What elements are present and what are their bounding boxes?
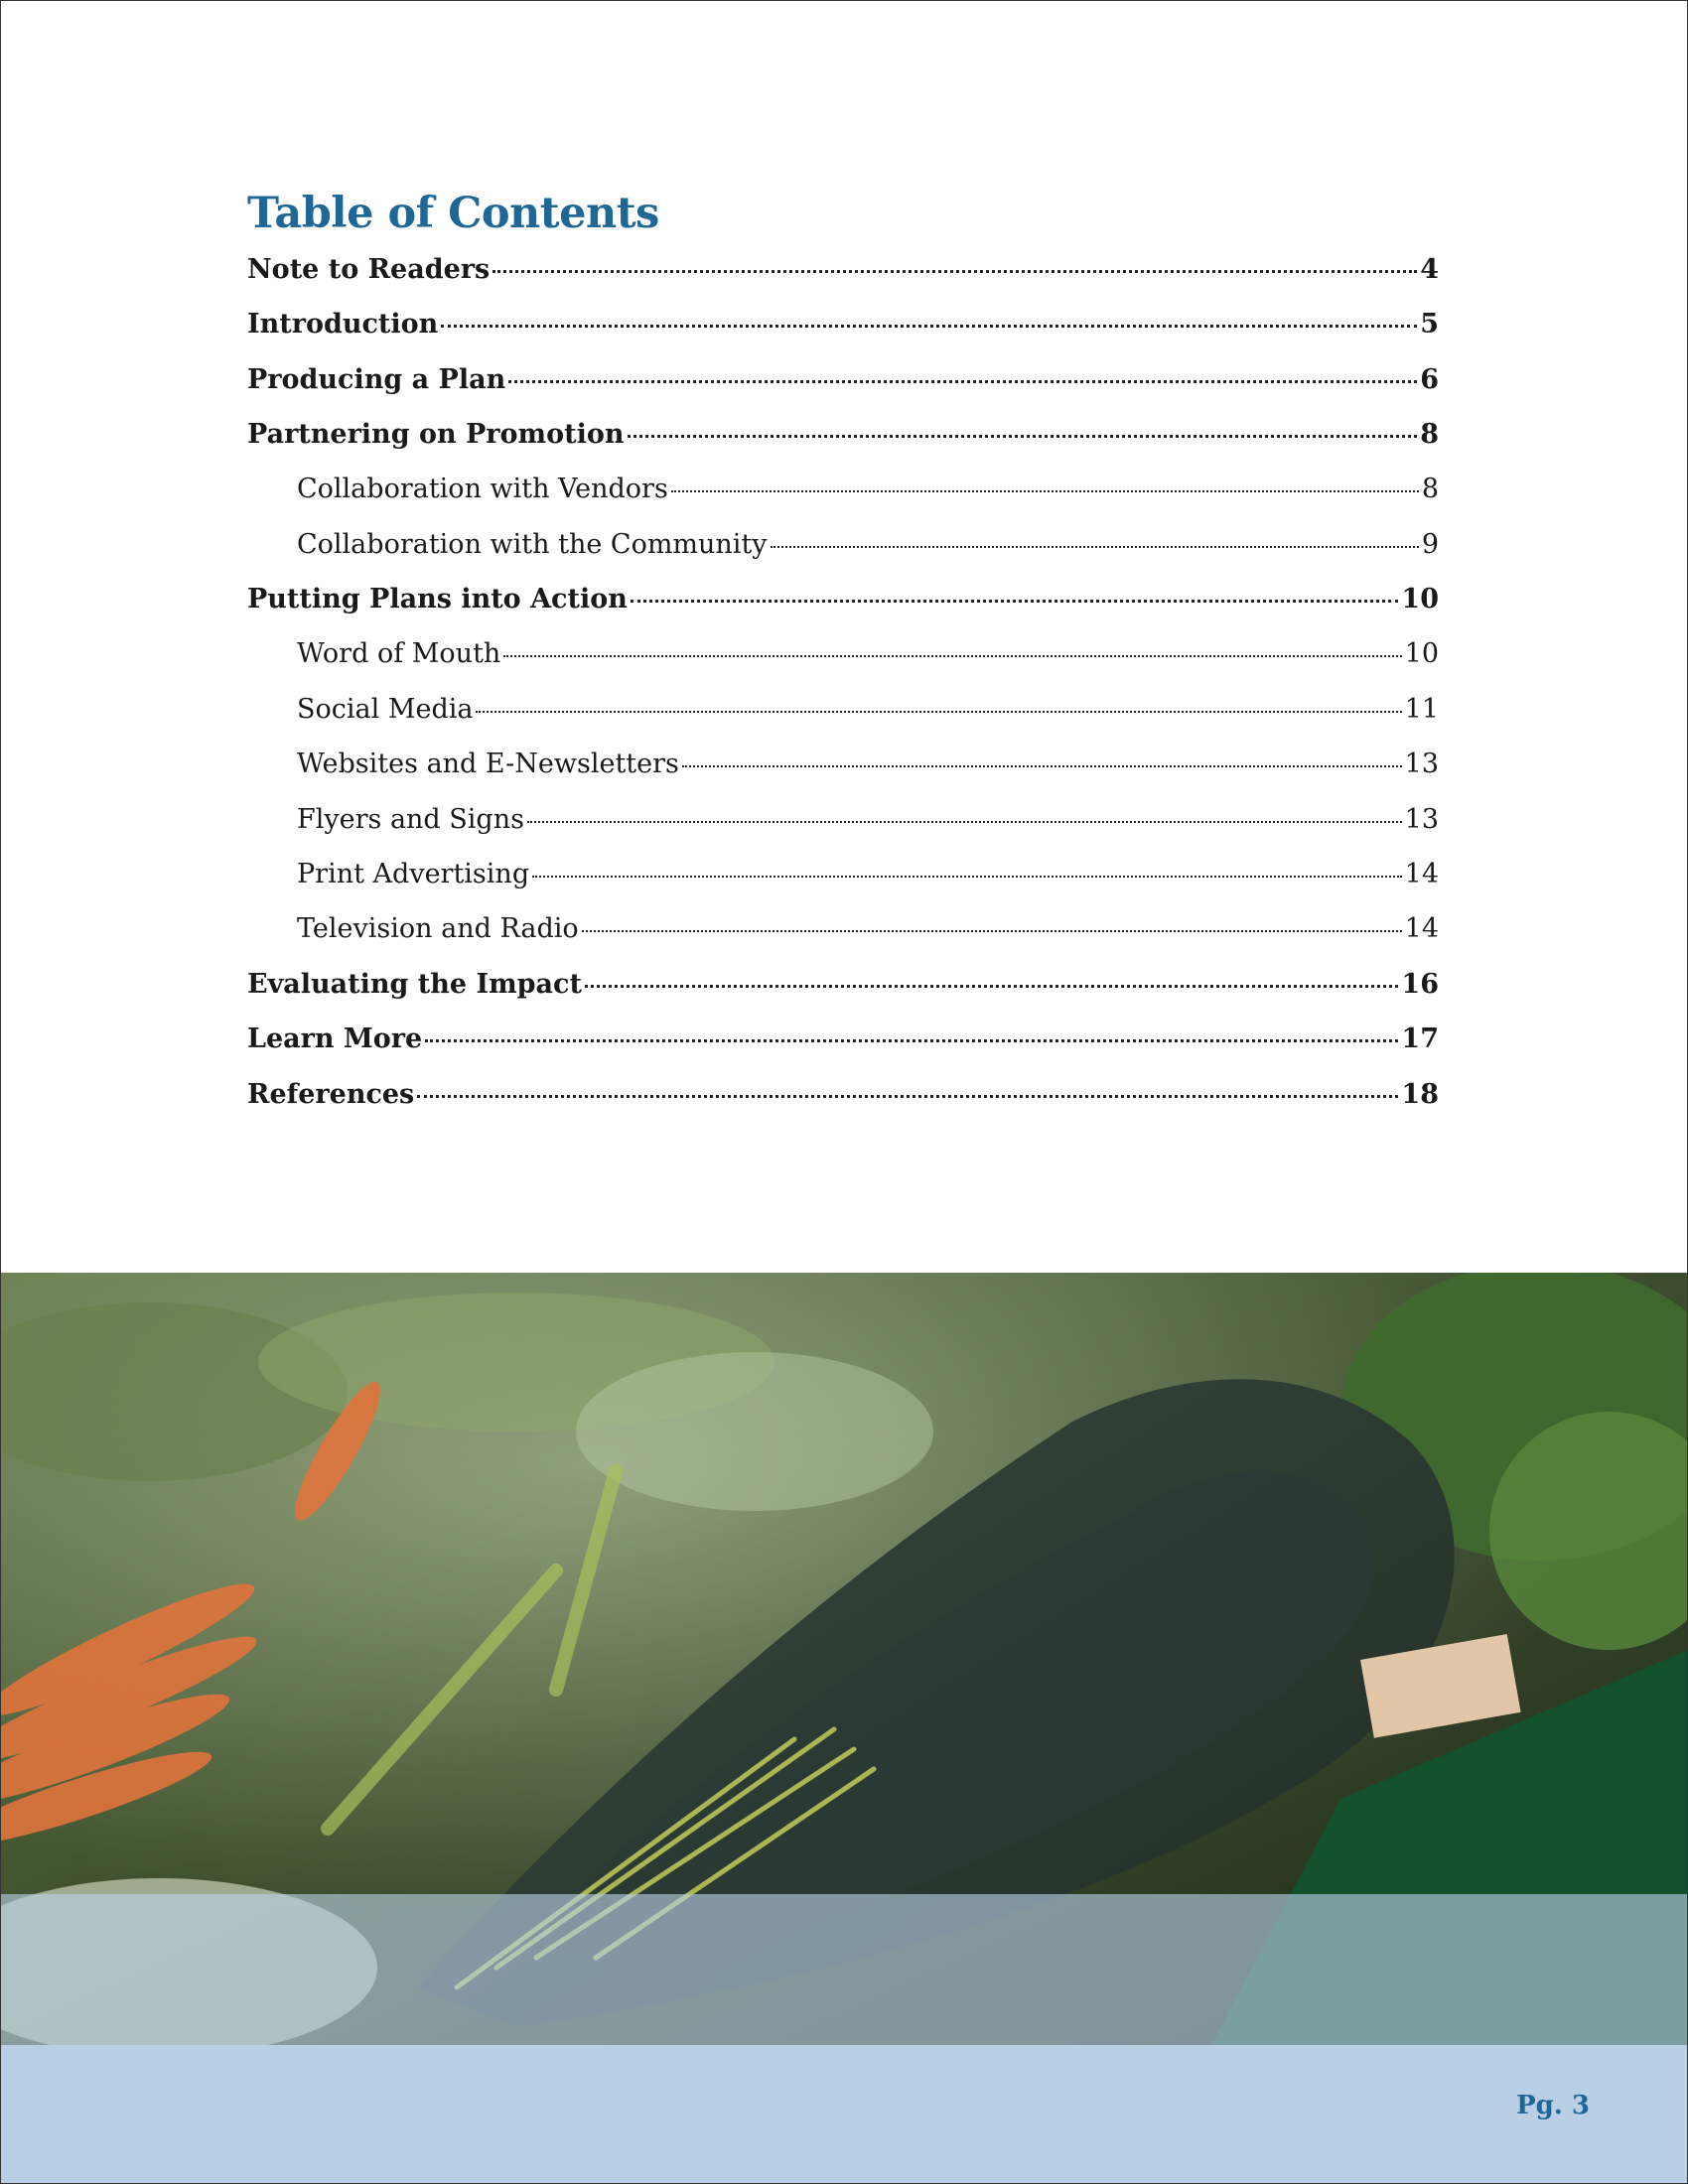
toc-entry-label: Word of Mouth — [297, 638, 501, 669]
toc-entry-label: Learn More — [247, 1024, 423, 1054]
toc-dot-leader — [532, 873, 1402, 878]
toc-entry-label: Websites and E-Newsletters — [297, 749, 679, 779]
toc-entry-page: 8 — [1421, 474, 1439, 504]
toc-entry-label: References — [247, 1079, 415, 1110]
toc-title: Table of Contents — [247, 189, 659, 238]
toc-dot-leader — [417, 1092, 1398, 1098]
toc-entry[interactable] — [247, 804, 1439, 844]
toc-dot-leader — [585, 982, 1398, 988]
toc-dot-leader — [527, 818, 1402, 823]
toc-entry-label: Social Media — [297, 694, 474, 725]
toc-entry[interactable] — [247, 749, 1439, 788]
toc-dot-leader — [425, 1036, 1398, 1042]
toc-entry-page: 17 — [1401, 1024, 1439, 1054]
toc-entry-label: Collaboration with Vendors — [297, 474, 668, 504]
toc-entry[interactable] — [247, 474, 1439, 513]
toc-dot-leader — [682, 762, 1402, 767]
photo-overlay-band — [0, 1894, 1688, 2045]
toc-entry-page: 13 — [1404, 749, 1439, 779]
toc-entry-page: 10 — [1401, 584, 1439, 614]
toc-dot-leader — [503, 652, 1401, 657]
toc-entry-page: 5 — [1420, 309, 1439, 340]
toc-entry[interactable] — [247, 254, 1439, 294]
toc-entry-page: 14 — [1404, 913, 1439, 944]
toc-entry-page: 13 — [1404, 804, 1439, 835]
toc-entry-label: Collaboration with the Community — [297, 529, 768, 560]
toc-entry-page: 14 — [1404, 859, 1439, 889]
footer-band — [0, 2045, 1688, 2184]
toc-entry-page: 8 — [1420, 419, 1439, 450]
toc-dot-leader — [476, 708, 1401, 713]
toc-entry[interactable] — [247, 859, 1439, 898]
toc-entry-label: Putting Plans into Action — [247, 584, 628, 614]
toc-entry[interactable] — [247, 584, 1439, 623]
toc-entry[interactable] — [247, 419, 1439, 459]
toc-dot-leader — [671, 487, 1419, 492]
toc-dot-leader — [492, 267, 1417, 273]
toc-entry-label: Evaluating the Impact — [247, 969, 582, 1000]
toc-entry[interactable] — [247, 913, 1439, 953]
toc-entry[interactable] — [247, 638, 1439, 678]
toc-dot-leader — [631, 597, 1399, 603]
toc-entry[interactable] — [247, 309, 1439, 348]
toc-entry[interactable] — [247, 529, 1439, 569]
toc-entry[interactable] — [247, 694, 1439, 734]
toc-entry-label: Flyers and Signs — [297, 804, 524, 835]
toc-entry[interactable] — [247, 1024, 1439, 1063]
toc-entry-label: Note to Readers — [247, 254, 491, 285]
toc-dot-leader — [582, 927, 1402, 932]
toc-entry-page: 18 — [1401, 1079, 1439, 1110]
toc-entry-label: Partnering on Promotion — [247, 419, 625, 450]
toc-entry-label: Introduction — [247, 309, 439, 340]
toc-entry-label: Producing a Plan — [247, 364, 506, 395]
toc-entry-page: 9 — [1421, 529, 1439, 560]
toc-entry-label: Television and Radio — [297, 913, 579, 944]
toc-dot-leader — [628, 432, 1418, 438]
toc-dot-leader — [441, 322, 1417, 328]
toc-entry[interactable] — [247, 364, 1439, 404]
page-number: Pg. 3 — [1516, 2091, 1590, 2120]
toc-entry-page: 10 — [1404, 638, 1439, 669]
toc-entry-label: Print Advertising — [297, 859, 530, 889]
toc-entry-page: 6 — [1420, 364, 1439, 395]
toc-entry[interactable] — [247, 969, 1439, 1009]
toc-entry-page: 16 — [1401, 969, 1439, 1000]
toc-entry[interactable] — [247, 1079, 1439, 1119]
toc-entry-page: 4 — [1420, 254, 1439, 285]
toc-entry-page: 11 — [1404, 694, 1439, 725]
toc-dot-leader — [771, 543, 1419, 548]
vegetables-photo — [0, 1273, 1688, 2045]
toc-dot-leader — [508, 377, 1417, 383]
